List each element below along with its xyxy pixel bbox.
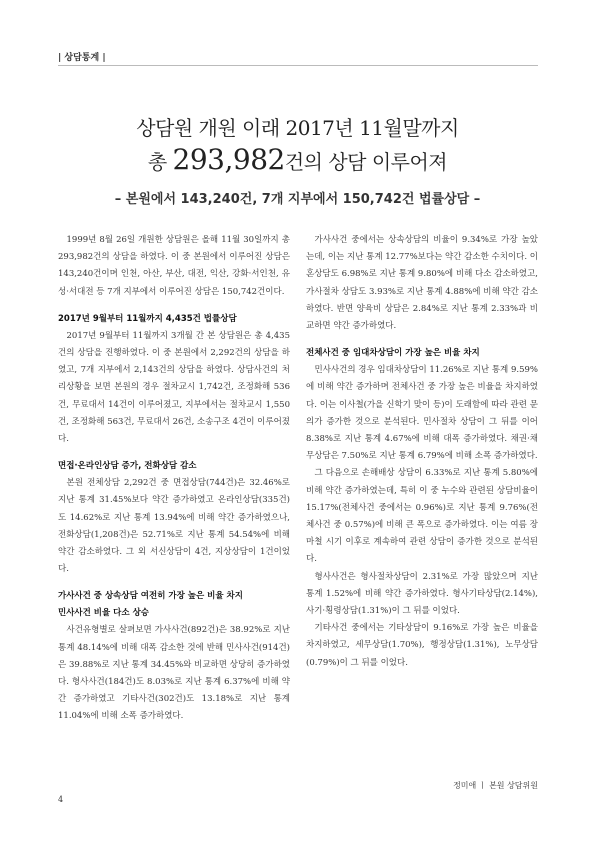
criminal-cases-paragraph: 형사사건은 형사절차상담이 2.31%로 가장 많았으며 지난 통계 1.52%에 비해 약간 증가하였다. 형사기타상담(2.14%), 사기·횡령상담(1.31%)이 그 뒤를 이었다. — [306, 571, 538, 617]
intro-paragraph: 1999년 8월 26일 개원한 상담원은 올해 11월 30일까지 총 293,982건의 상담을 하였다. 이 중 본원에서 이루어진 상담은 143,240건이며 인천, 아산, 부산, 대전, 익산, 강화·서인천, 유성·서대전 등 7개 지부에서 이루어진 상담은 150,742건이다. — [58, 235, 290, 297]
headline-total-count: 293,982 — [172, 143, 285, 176]
right-column — [306, 232, 538, 672]
headline-line-1: 상담원 개원 이래 2017년 11월말까지 — [136, 116, 459, 140]
headline-line-2 — [0, 143, 595, 176]
section-heading-lease: 전체사건 중 임대차상담이 가장 높은 비율 차지 — [306, 348, 480, 359]
section-heading-civil: 민사사건 비율 다소 상승 — [58, 608, 149, 619]
section-tag: | 상담통계 | — [58, 53, 106, 63]
section-heading-family: 가사사건 중 상속상담 여전히 가장 높은 비율 차지 — [58, 591, 243, 602]
top-divider — [58, 65, 538, 66]
civil-cases-paragraph: 민사사건의 경우 임대차상담이 11.26%로 지난 통계 9.59%에 비해 약간 증가하며 전체사건 중 가장 높은 비율을 차지하였다. 이는 이사철(가을 신학기 맞이 등)이 도래함에 따라 관련 문의가 증가한 것으로 분석된다. 민사절차 상담이 그 뒤를 이어 8.38%로 지난 통계 4.67%에 비해 대폭 증가하였다. 채권·채무상담은 7.50%로 지난 통계 6.79%에 비해 소폭 증가하였다. — [306, 365, 538, 462]
case-types-paragraph: 사건유형별로 살펴보면 가사사건(892건)은 38.92%로 지난 통계 48.14%에 비해 대폭 감소한 것에 반해 민사사건(914건)은 39.88%로 지난 통계 34.45%와 비교하면 상당히 증가하였다. 형사사건(184건)도 8.03%로 지난 통계 6.37%에 비해 약간 증가하였고 기타사건(302건)도 13.18%로 지난 통계 11.04%에 비해 소폭 증가하였다. — [58, 625, 290, 722]
family-cases-paragraph: 가사사건 중에서는 상속상담의 비율이 9.34%로 가장 높았는데, 이는 지난 통계 12.77%보다는 약간 감소한 수치이다. 이혼상담도 6.98%로 지난 통계 9.80%에 비해 다소 감소하였고, 가사절차 상담도 3.93%로 지난 통계 4.88%에 비해 약간 감소하였다. 반면 양육비 상담은 2.84%로 지난 통계 2.33%과 비교하면 약간 증가하였다. — [306, 235, 538, 332]
section-heading-channels: 면접·온라인상담 증가, 전화상담 감소 — [58, 461, 197, 472]
damages-paragraph: 그 다음으로 손해배상 상담이 6.33%로 지난 통계 5.80%에 비해 약간 증가하였는데, 특히 이 중 누수와 관련된 상담비율이 15.17%(전체사건 중에서는 0.96%)로 지난 통계 9.76%(전체사건 중 0.57%)에 비해 큰 폭으로 증가하였다. 이는 여름 장마철 시기 이후로 계속하여 관련 상담이 증가한 것으로 분석된다. — [306, 468, 538, 565]
author-byline: 정미애 ㅣ 본원 상담위원 — [453, 781, 538, 790]
channels-paragraph: 본원 전체상담 2,292건 중 면접상담(744건)은 32.46%로 지난 통계 31.45%보다 약간 증가하였고 온라인상담(335건)도 14.62%로 지난 통계 13.94%에 비해 약간 증가하였으나, 전화상담(1,208건)은 52.71%로 지난 통계 54.54%에 비해 약간 감소하였다. 그 외 서신상담이 4건, 지상상담이 1건이었다. — [58, 478, 290, 575]
subtitle: – 본원에서 143,240건, 7개 지부에서 150,742건 법률상담 – — [114, 192, 481, 207]
page-number: 4 — [58, 795, 64, 804]
headline-suffix: 건의 상담 이루어져 — [284, 150, 448, 174]
other-cases-paragraph: 기타사건 중에서는 기타상담이 9.16%로 가장 높은 비율을 차지하였고, 세무상담(1.70%), 행정상담(1.31%), 노무상담(0.79%)이 그 뒤를 이었다. — [306, 623, 538, 668]
section-heading-quarterly: 2017년 9월부터 11월까지 4,435건 법률상담 — [58, 313, 237, 324]
headline-prefix: 총 — [147, 150, 173, 174]
quarterly-paragraph: 2017년 9월부터 11월까지 3개월 간 본 상담원은 총 4,435건의 상담을 진행하였다. 이 중 본원에서 2,292건의 상담을 하였고, 7개 지부에서 2,143건의 상담을 하였다. 상담사건의 처리상황을 보면 본원의 경우 절차교시 1,742건, 조정화해 536건, 무료대서 14건이 이루어졌고, 지부에서는 절차교시 1,550건, 조정화해 563건, 무료대서 26건, 소송구조 4건이 이루어졌다. — [58, 330, 290, 445]
left-column — [58, 232, 290, 726]
